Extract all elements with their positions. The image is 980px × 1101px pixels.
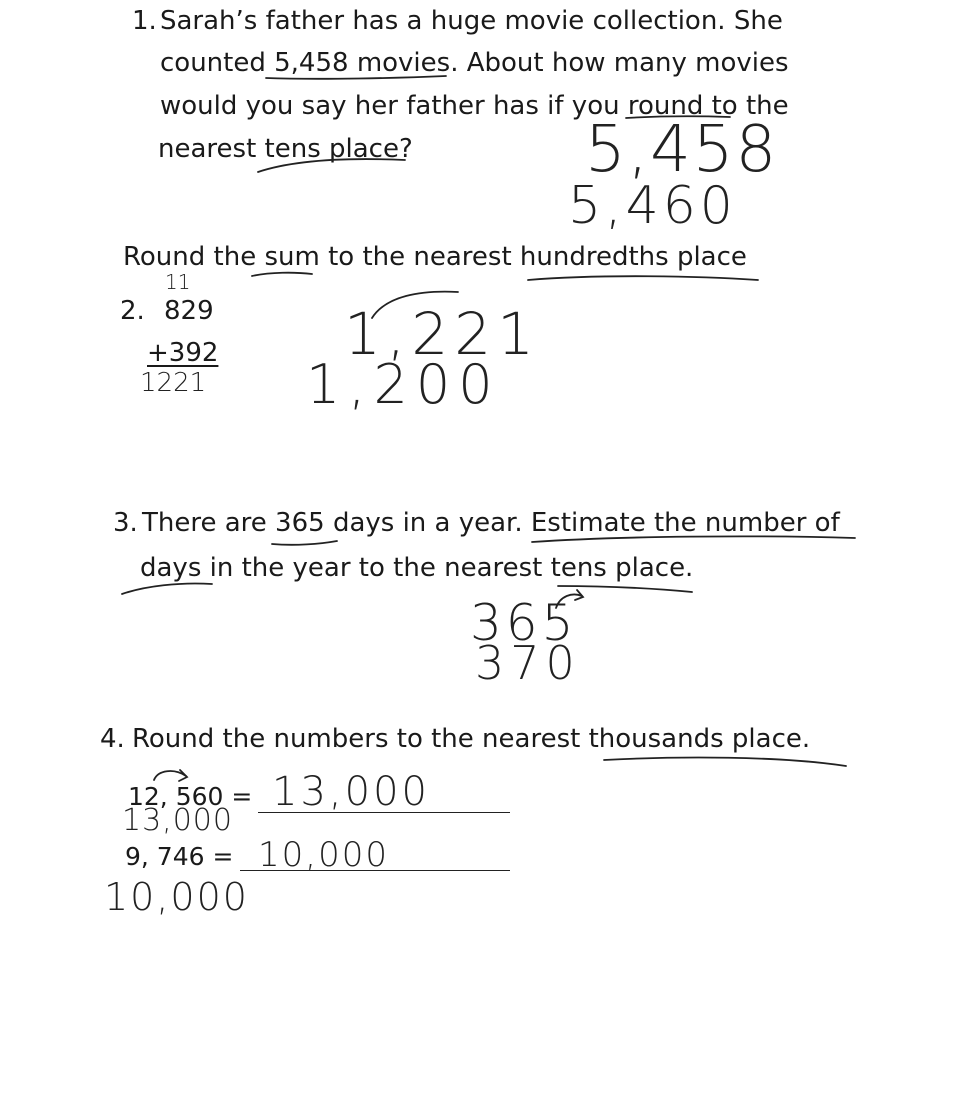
round-sum-instruction: Round the sum to the nearest hundredths place bbox=[123, 242, 747, 272]
q3-line-2: days in the year to the nearest tens place. bbox=[140, 553, 694, 583]
q4-item-1-work: 13,000 bbox=[122, 803, 233, 838]
q3-line-1: There are 365 days in a year. Estimate the number of bbox=[142, 508, 840, 538]
q4-item-1-expression: 12, 560 = bbox=[128, 782, 253, 811]
underline-365 bbox=[272, 541, 337, 545]
q4-text: Round the numbers to the nearest thousands place. bbox=[132, 724, 811, 754]
underline-sum bbox=[252, 273, 312, 276]
q1-handwritten-work-1: 5,458 bbox=[585, 113, 779, 187]
q3-handwritten-work-1: 365 bbox=[470, 594, 578, 652]
q4-item-1-answer: 13,000 bbox=[272, 769, 430, 815]
q4-item-2-answer: 10,000 bbox=[258, 835, 389, 875]
q2-sum-scribble: 1221 bbox=[140, 368, 207, 398]
q2-carry-marks: 11 bbox=[165, 270, 191, 294]
q1-number: 1. bbox=[132, 6, 157, 36]
q4-item-2-expression: 9, 746 = bbox=[125, 842, 234, 871]
q3-handwritten-work-2: 370 bbox=[475, 636, 581, 690]
q1-line-1: Sarah’s father has a huge movie collection. She bbox=[160, 6, 783, 36]
q2-addend-2: +392 bbox=[147, 338, 219, 368]
underline-tens-place-q3 bbox=[558, 586, 692, 592]
rounding-arrow-q4-1-head bbox=[179, 770, 187, 781]
underline-days-in bbox=[122, 583, 212, 594]
rounding-arrow-q4-1 bbox=[154, 771, 186, 780]
underline-hundredths-place bbox=[528, 276, 758, 280]
q2-handwritten-work-2: 1,200 bbox=[306, 353, 501, 416]
q1-line-4: nearest tens place? bbox=[158, 134, 413, 164]
q1-line-3: would you say her father has if you round to the bbox=[160, 91, 789, 121]
q2-number: 2. bbox=[120, 296, 145, 326]
q2-addend-1: 829 bbox=[164, 296, 214, 326]
q3-number: 3. bbox=[113, 508, 138, 538]
q1-line-2: counted 5,458 movies. About how many movies bbox=[160, 48, 789, 78]
q4-number: 4. bbox=[100, 724, 125, 754]
q4-item-2-work: 10,000 bbox=[104, 875, 249, 919]
q1-handwritten-work-2: 5,460 bbox=[568, 176, 737, 236]
q2-handwritten-work-1: 1,221 bbox=[344, 300, 541, 368]
underline-thousands-place bbox=[604, 758, 846, 766]
